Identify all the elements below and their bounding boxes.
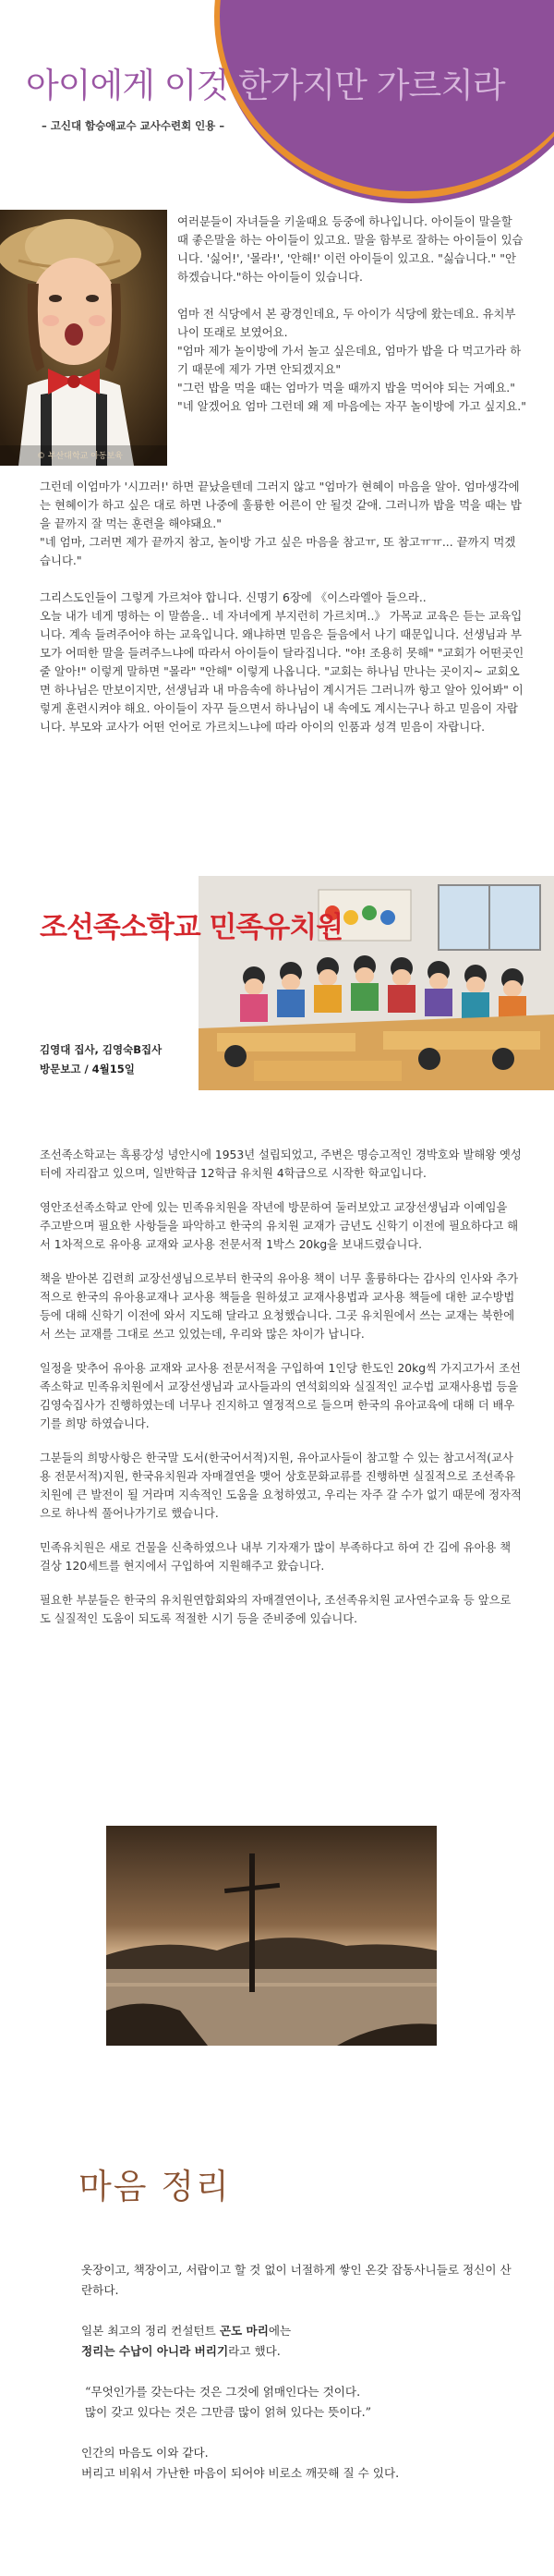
author-name-bold: 곤도 마리 — [219, 2324, 269, 2338]
paragraph: 민족유치원은 새로 건물을 신축하였으나 내부 기자재가 많이 부족하다고 하여 간 김에 유아용 책걸상 120세트를 현지에서 구입하여 지원해주고 왔습니다. — [40, 1541, 512, 1573]
paragraph: 영안조선족소학교 안에 있는 민족유치원을 작년에 방문하여 둘러보았고 교장선생님과 이예임을 주고받으며 필요한 사항들을 파악하고 한국의 유치원 교재가 금년도 신학기 이전에 필요하다고 해서 1차적으로 유아용 교재와 교사용 전문서적 1박스 20kg을 보내드렸습니다. — [40, 1201, 519, 1251]
article-title — [26, 57, 505, 107]
section-title-kindergarten: 조선족소학교 민족유치원 — [40, 911, 343, 944]
paragraph: 그런데 이엄마가 '시끄러!' 하면 끝났을텐데 그러지 않고 "엄마가 현혜이 마음을 알아. 엄마생각에는 현혜이가 하고 싶은 대로 하면 나중에 훌륭한 어른이 안 될것 같애. 그러니까 밥을 먹을 때는 밥을 끝까지 잘 먹는 훈련을 해야돼요." "네 엄마, 그러면 제가 끝까지 참고, 놀이방 가고 싶은 마음을 참고ㅠ, 또 참고ㅠㅠ... 끝까지 먹겠습니다." — [40, 480, 522, 567]
paragraph: 조선족소학교는 흑룡강성 녕안시에 1953년 설립되었고, 주변은 명승고적인 경박호와 발해왕 옛성터에 자리잡고 있으며, 일반학급 12학급 유치원 4학급으로 시작한 학교입니다. — [40, 1148, 522, 1180]
photo-caption: © 부산대학교 아동보육 — [37, 452, 123, 461]
paragraph: 인간의 마음도 이와 같다. 버리고 비워서 가난한 마음이 되어야 비로소 깨끗해 질 수 있다. — [81, 2446, 400, 2480]
quote-paragraph: “무엇인가를 갖는다는 것은 그것에 얽매인다는 것이다. 많이 갖고 있다는 것은 그만큼 많이 얽혀 있다는 뜻이다.” — [85, 2385, 372, 2419]
paragraph: 그분들의 희망사항은 한국말 도서(한국어서적)지원, 유아교사들이 참고할 수 있는 참고서적(교사용 전문서적)지원, 한국유치원과 자매결연을 맺어 상호문화교류를 진행하면 실질적으로 조선족유치원에 큰 발전이 될 거라며 지속적인 도움을 요청하였고, 우리는 자주 갈 수가 없기 때문에 정자적으로 하나씩 풀어나가기로 했습니다. — [40, 1452, 522, 1520]
kindergarten-report-body — [40, 1146, 522, 1644]
paragraph: 그리스도인들이 그렇게 가르쳐야 합니다. 신명기 6장에 《이스라엘아 들으라.. 오늘 내가 네게 명하는 이 말씀을.. 네 자녀에게 부지런히 가르치며..》 가목교 교육은 듣는 교육입니다. 계속 들려주어야 하는 교육입니다. 왜냐하면 믿음은 들음에서 나기 때문입니다. 선생님과 부모가 어떠한 말을 들려주느냐에 따라서 아이들이 달라집니다. "야! 조용히 못해" "교회가 어떤곳인줄 알아!" 이렇게 말하면 "몰라" "안해" 이렇게 나옵니다. "교회는 하나님 만나는 곳이지~ 교회오면 하나님은 만보이지만, 선생님과 내 마음속에 하나님이 계시거든 그러니까 항고 알아 있어봐" 이렇게 훈련시켜야 해요. 아이들이 자꾸 들으면서 하나님이 내 속에도 계시는구나 하고 믿음이 자랍니다. 부모와 교사가 어떤 언어로 가르치느냐에 따라 아이의 인품과 성격 믿음이 자랍니다. — [40, 590, 524, 734]
report-visit-date: 방문보고 / 4월15일 — [40, 1063, 135, 1075]
girl-singing-photo — [0, 210, 167, 466]
report-authors: 김영대 집사, 김영숙B집사 — [40, 1043, 163, 1056]
article-body-block — [40, 478, 526, 755]
paragraph: 엄마 전 식당에서 본 광경인데요, 두 아이가 식당에 왔는데요. 유치부나이 또래로 보였어요. "엄마 제가 놀이방에 가서 놀고 싶은데요, 엄마가 밥을 다 먹고가라 하기 때문에 제가 가면 안되겠지요" "그런 밥을 먹을 때는 엄마가 먹을 때까지 밥을 먹어야 되는 거예요." "네 알겠어요 엄마 그런데 왜 제 마음에는 자꾸 놀이방에 가고 싶지요." — [177, 307, 526, 413]
text-span: 에는 — [268, 2324, 292, 2338]
paragraph: 책을 받아본 김련희 교장선생님으로부터 한국의 유아용 책이 너무 훌륭하다는 감사의 인사와 추가적으로 한국의 유아용교재나 교사용 책들을 원하셨고 교재사용법과 교사용 책들에 대한 교수방법등에 대해 신학기 이전에 와서 지도해 달라고 요청했습니다. 그곳 유치원에서 쓰는 교재는 북한에서 쓰는 교재를 그대로 쓰고 있었는데, 우리와 많은 차이가 납니다. — [40, 1272, 519, 1341]
report-meta — [40, 1040, 162, 1079]
mind-cleanup-body — [81, 2260, 515, 2504]
article-title-part1: 아이에게 이것 — [26, 66, 229, 105]
key-phrase-bold: 정리는 수납이 아니라 버리기 — [81, 2344, 229, 2358]
paragraph: 필요한 부분들은 한국의 유치원연합회와의 자매결연이나, 조선족유치원 교사연수교육 등 앞으로도 실질적인 도움이 되도록 적절한 시기 등을 준비중에 있습니다. — [40, 1594, 512, 1625]
lake-cross-photo — [106, 1826, 437, 2046]
paragraph: 여러분들이 자녀들을 키울때요 등중에 하나입니다. 아이들이 말을할 때 좋은말을 하는 아이들이 있고요. 말을 함부로 잘하는 아이들이 있습니다. '싫어!', '몰라!', '안해!' 이런 아이들이 있고요. "싫습니다." "안하겠습니다."하는 아이들이 있습니다. — [177, 214, 524, 284]
text-span: 라고 했다. — [228, 2344, 281, 2358]
article-title-part2: 한가지만 가르치라 — [228, 66, 505, 105]
paragraph — [81, 2321, 515, 2362]
article-intro-block — [177, 213, 526, 434]
section-title-mind-cleanup: 마음 정리 — [78, 2167, 231, 2206]
text-span: 일본 최고의 정리 컨설턴트 — [81, 2324, 220, 2338]
article-source-quote: – 고신대 함승애교수 교사수련회 인용 – — [42, 119, 225, 132]
paragraph: 일정을 맞추어 유아용 교재와 교사용 전문서적을 구입하여 1인당 한도인 20kg씩 가지고가서 조선족소학교 민족유치원에서 교장선생님과 교사들과의 연석회의와 실질적인 교수법 교재사용법 등을 김영숙집사가 진행하였는데 너무나 진지하고 열정적으로 들으며 한국의 유아교육에 대해 더 배우기를 희망 하였습니다. — [40, 1362, 521, 1430]
paragraph: 옷장이고, 책장이고, 서랍이고 할 것 없이 너절하게 쌓인 온갖 잡동사니들로 정신이 산란하다. — [81, 2263, 512, 2297]
